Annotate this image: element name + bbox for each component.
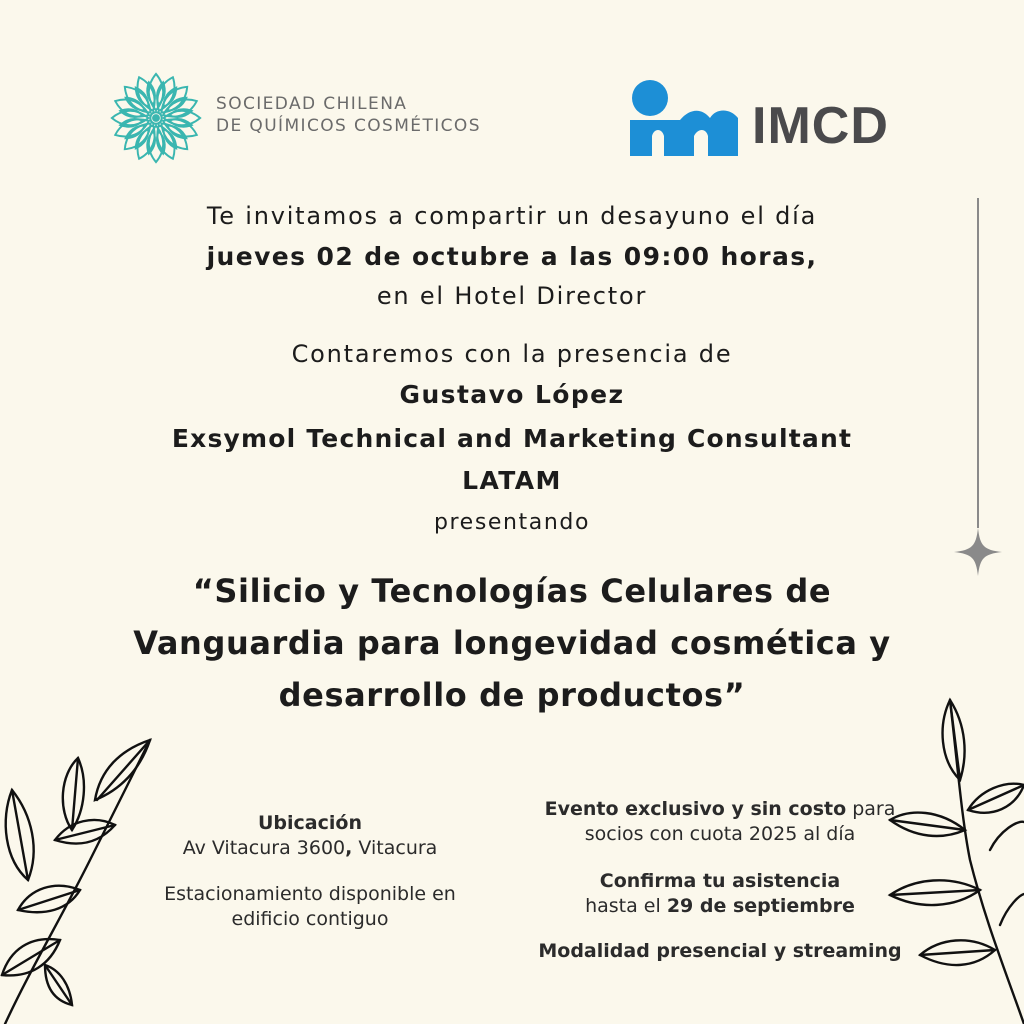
modality-text: Modalidad presencial y streaming xyxy=(538,940,902,962)
talk-title-line2: Vanguardia para longevidad cosmética y xyxy=(133,624,891,662)
talk-title-line1: “Silicio y Tecnologías Celulares de xyxy=(192,572,832,610)
address-street: Av Vitacura 3600 xyxy=(182,837,346,859)
leaf-branch-icon xyxy=(0,730,170,1024)
mandala-petal xyxy=(112,111,148,125)
invitation-date: jueves 02 de octubre a las 09:00 horas, xyxy=(206,242,818,271)
society-name-line1: SOCIEDAD CHILENA xyxy=(216,94,408,114)
talk-title-line3: desarrollo de productos” xyxy=(278,676,746,714)
invitation-venue: en el Hotel Director xyxy=(376,282,648,310)
mandala-petal xyxy=(164,111,200,125)
star-icon xyxy=(953,527,1003,577)
confirm-heading: Confirma tu asistencia xyxy=(599,870,841,892)
event-exclusive-line1 xyxy=(520,797,920,822)
confirm-prefix: hasta el xyxy=(585,895,667,917)
presenting-label: presentando xyxy=(433,510,591,535)
confirm-deadline xyxy=(520,894,920,919)
parking-block xyxy=(130,882,490,932)
parking-line2: edificio contiguo xyxy=(231,908,389,930)
event-exclusive-bold: Evento exclusivo y sin costo xyxy=(544,798,847,820)
imcd-wordmark: IMCD xyxy=(752,97,889,155)
society-name xyxy=(216,93,481,137)
speaker-region: LATAM xyxy=(462,466,562,495)
confirm-date: 29 de septiembre xyxy=(666,895,855,917)
location-block xyxy=(130,811,490,861)
society-mandala-icon xyxy=(108,70,204,166)
address-separator: , xyxy=(345,837,353,859)
decorative-line xyxy=(977,198,979,528)
mandala-petal xyxy=(149,74,163,110)
confirm-block xyxy=(520,869,920,919)
address-commune: Vitacura xyxy=(352,837,438,859)
imcd-symbol-icon xyxy=(630,78,740,158)
mandala-petal xyxy=(149,126,163,162)
presence-intro: Contaremos con la presencia de xyxy=(291,340,733,368)
speaker-role: Exsymol Technical and Marketing Consultant xyxy=(171,424,853,453)
leaf-branch-icon xyxy=(870,680,1024,1024)
location-heading: Ubicación xyxy=(258,812,362,834)
speaker-name: Gustavo López xyxy=(399,380,625,409)
invitation-line1: Te invitamos a compartir un desayuno el día xyxy=(206,202,818,230)
location-address xyxy=(130,836,490,861)
society-name-line2: DE QUÍMICOS COSMÉTICOS xyxy=(216,116,481,136)
event-exclusive-rest: para xyxy=(846,798,896,820)
event-exclusive-block xyxy=(520,797,920,847)
parking-line1: Estacionamiento disponible en xyxy=(164,883,456,905)
modality-block xyxy=(520,939,920,964)
event-exclusive-line2: socios con cuota 2025 al día xyxy=(584,823,856,845)
